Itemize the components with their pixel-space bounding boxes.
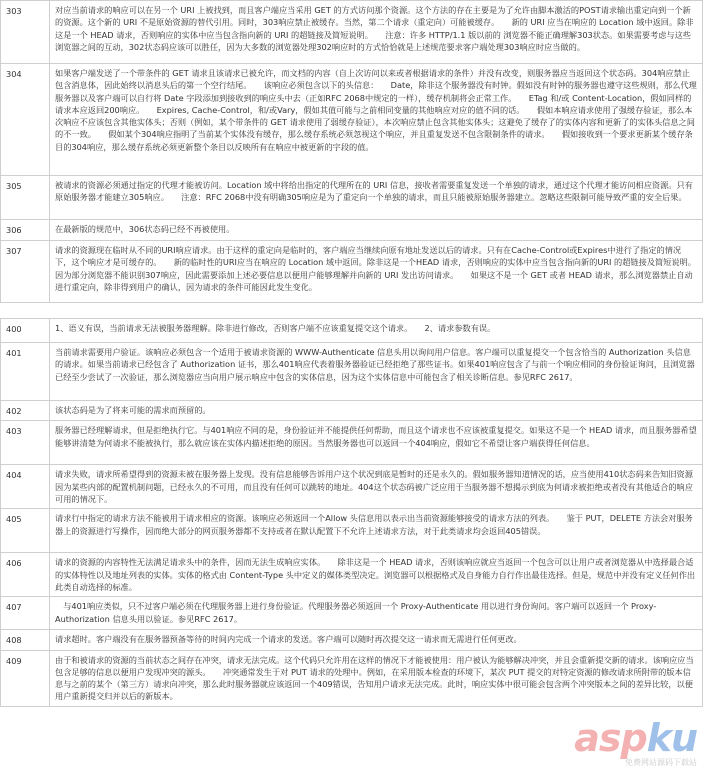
status-code-cell: 403 xyxy=(1,421,50,465)
table-row xyxy=(1,176,703,220)
table-gap xyxy=(0,303,703,318)
status-table-4xx xyxy=(0,318,703,707)
table-row xyxy=(1,343,703,401)
status-desc-cell: 请求行中指定的请求方法不能被用于请求相应的资源。该响应必须返回一个Allow 头信息用以表示出当前资源能够接受的请求方法的列表。 鉴于 PUT，DELETE 方法会对服务器上的资源进行写操作，因而绝大部分的网页服务器都不支持或者在默认配置下不允许上述请求方法，对于此类请求均会返回405错误。 xyxy=(50,509,703,553)
status-desc-cell: 请求的资源现在临时从不同的URI响应请求。由于这样的重定向是临时的，客户端应当继续向原有地址发送以后的请求。只有在Cache-Control或Expires中进行了指定的情况下，这个响应才是可缓存的。 新的临时性的URI应当在响应的 Location 域中返回。除非这是一个HEAD 请求，否则响应的实体中应当包含指向新的URI 的超链接及简短说明。因为部分浏览器不能识别307响应，因此需要添加上述必要信息以便用户能够理解并向新的 URI 发出访问请求。 如果这不是一个 GET 或者 HEAD 请求，那么浏览器禁止自动进行重定向，除非得到用户的确认，因为请求的条件可能因此发生变化。 xyxy=(50,241,703,303)
status-desc-cell: 1、语义有误，当前请求无法被服务器理解。除非进行修改，否则客户端不应该重复提交这个请求。 2、请求参数有误。 xyxy=(50,319,703,343)
status-table-3xx xyxy=(0,0,703,303)
table-row xyxy=(1,421,703,465)
table-row xyxy=(1,1,703,64)
status-desc-cell: 请求的资源的内容特性无法满足请求头中的条件，因而无法生成响应实体。 除非这是一个 HEAD 请求，否则该响应就应当返回一个包含可以让用户或者浏览器从中选择最合适的实体特性以及地址列表的实体。实体的格式由 Content-Type 头中定义的媒体类型决定。浏览器可以根据格式及自身能力自行作出最佳选择。但是，规范中并没有定义任何作出此类自动选择的标准。 xyxy=(50,553,703,597)
table-row xyxy=(1,241,703,303)
status-code-cell: 409 xyxy=(1,650,50,706)
status-desc-cell: 由于和被请求的资源的当前状态之间存在冲突，请求无法完成。这个代码只允许用在这样的情况下才能被使用：用户被认为能够解决冲突，并且会重新提交新的请求。该响应应当包含足够的信息以便用户发现冲突的源头。 冲突通常发生于对 PUT 请求的处理中。例如，在采用版本检查的环境下，某次 PUT 提交的对特定资源的修改请求所附带的版本信息与之前的某个（第三方）请求向冲突，那么此时服务器就应该返回一个409错误，告知用户请求无法完成。此时，响应实体中很可能会包含两个冲突版本之间的差异比较，以便用户重新提交归并以后的新版本。 xyxy=(50,650,703,706)
table-row xyxy=(1,64,703,176)
table-row xyxy=(1,509,703,553)
status-code-cell: 401 xyxy=(1,343,50,401)
status-code-cell: 408 xyxy=(1,630,50,650)
status-code-cell: 307 xyxy=(1,241,50,303)
watermark-subtitle: 免费网站源码下载站 xyxy=(625,758,697,767)
status-desc-cell: 在最新版的规范中，306状态码已经不再被使用。 xyxy=(50,220,703,241)
status-desc-cell: 该状态码是为了将来可能的需求而预留的。 xyxy=(50,401,703,421)
status-desc-cell: 请求超时。客户端没有在服务器预备等待的时间内完成一个请求的发送。客户端可以随时再次提交这一请求而无需进行任何更改。 xyxy=(50,630,703,650)
status-desc-cell: 与401响应类似，只不过客户端必须在代理服务器上进行身份验证。代理服务器必须返回一个 Proxy-Authenticate 用以进行身份询问。客户端可以返回一个 Proxy-Authorization 信息头用以验证。参见RFC 2617。 xyxy=(50,597,703,630)
status-code-cell: 400 xyxy=(1,319,50,343)
status-desc-cell: 被请求的资源必须通过指定的代理才能被访问。Location 域中将给出指定的代理所在的 URI 信息，接收者需要重复发送一个单独的请求，通过这个代理才能访问相应资源。只有原始服务器才能建立305响应。 注意：RFC 2068中没有明确305响应是为了重定向一个单独的请求，而且只能被原始服务器建立。忽略这些限制可能导致严重的安全后果。 xyxy=(50,176,703,220)
status-code-cell: 305 xyxy=(1,176,50,220)
table-row xyxy=(1,553,703,597)
status-code-cell: 404 xyxy=(1,465,50,509)
status-code-cell: 304 xyxy=(1,64,50,176)
status-desc-cell: 如果客户端发送了一个带条件的 GET 请求且该请求已被允许，而文档的内容（自上次访问以来或者根据请求的条件）并没有改变，则服务器应当返回这个状态码。304响应禁止包含消息体，因此始终以消息头后的第一个空行结尾。 该响应必须包含以下的头信息： Date，除非这个服务器没有时钟。假如没有时钟的服务器也遵守这些规则，那么代理服务器以及客户端可以自行将 Date 字段添加到接收到的响应头中去（正如RFC 2068中规定的一样），缓存机制将会正常工作。 ETag 和/或 Content-Location，假如同样的请求本应返回200响应。 Expires, Cache-Control，和/或Vary，假如其值可能与之前相同变量的其他响应对应的值不同的话。 假如本响应请求使用了强缓存验证，那么本次响应不应该包含其他实体头；否则（例如，某个带条件的 GET 请求使用了弱缓存验证），本次响应禁止包含其他实体头；这避免了缓存了的实体内容和更新了的实体头信息之间的不一致。 假如某个304响应指明了当前某个实体没有缓存，那么缓存系统必须忽视这个响应，并且重复发送不包含限制条件的请求。 假如接收到一个要求更新某个缓存条目的304响应，那么缓存系统必须更新整个条目以反映所有在响应中被更新的字段的值。 xyxy=(50,64,703,176)
table-row xyxy=(1,319,703,343)
table-row xyxy=(1,650,703,706)
status-code-cell: 306 xyxy=(1,220,50,241)
table-row xyxy=(1,220,703,241)
table-row xyxy=(1,597,703,630)
table-row xyxy=(1,401,703,421)
table-row xyxy=(1,630,703,650)
status-desc-cell: 对应当前请求的响应可以在另一个 URI 上被找到，而且客户端应当采用 GET 的方式访问那个资源。这个方法的存在主要是为了允许由脚本激活的POST请求输出重定向到一个新的资源。这个新的 URI 不是原始资源的替代引用。同时，303响应禁止被缓存。当然，第二个请求（重定向）可能被缓存。 新的 URI 应当在响应的 Location 域中返回。除非这是一个 HEAD 请求，否则响应的实体中应当包含指向新的 URI 的超链接及简短说明。 注意：许多 HTTP/1.1 版以前的 浏览器不能正确理解303状态。如果需要考虑与这些浏览器之间的互动，302状态码应该可以胜任，因为大多数的浏览器处理302响应时的方式恰恰就是上述规范要求客户端处理303响应时应当做的。 xyxy=(50,1,703,64)
status-code-cell: 406 xyxy=(1,553,50,597)
status-code-cell: 407 xyxy=(1,597,50,630)
status-code-cell: 402 xyxy=(1,401,50,421)
table-row xyxy=(1,465,703,509)
status-code-cell: 303 xyxy=(1,1,50,64)
site-watermark xyxy=(574,718,697,768)
status-desc-cell: 当前请求需要用户验证。该响应必须包含一个适用于被请求资源的 WWW-Authenticate 信息头用以询问用户信息。客户端可以重复提交一个包含恰当的 Authorization 头信息的请求。如果当前请求已经包含了 Authorization 证书，那么401响应代表着服务器验证已经拒绝了那些证书。如果401响应包含了与前一个响应相同的身份验证询问，且浏览器已经至少尝试了一次验证，那么浏览器应当向用户展示响应中包含的实体信息，因为这个实体信息中可能包含了相关诊断信息。参见RFC 2617。 xyxy=(50,343,703,401)
status-desc-cell: 请求失败，请求所希望得到的资源未被在服务器上发现。没有信息能够告诉用户这个状况到底是暂时的还是永久的。假如服务器知道情况的话，应当使用410状态码来告知旧资源因为某些内部的配置机制问题，已经永久的不可用，而且没有任何可以跳转的地址。404这个状态码被广泛应用于当服务器不想揭示到底为何请求被拒绝或者没有其他适合的响应可用的情况下。 xyxy=(50,465,703,509)
status-desc-cell: 服务器已经理解请求，但是拒绝执行它。与401响应不同的是，身份验证并不能提供任何帮助，而且这个请求也不应该被重复提交。如果这不是一个 HEAD 请求，而且服务器希望能够讲清楚为何请求不能被执行，那么就应该在实体内描述拒绝的原因。当然服务器也可以返回一个404响应，假如它不希望让客户端获得任何信息。 xyxy=(50,421,703,465)
status-code-cell: 405 xyxy=(1,509,50,553)
watermark-logo: aspku xyxy=(574,716,697,760)
